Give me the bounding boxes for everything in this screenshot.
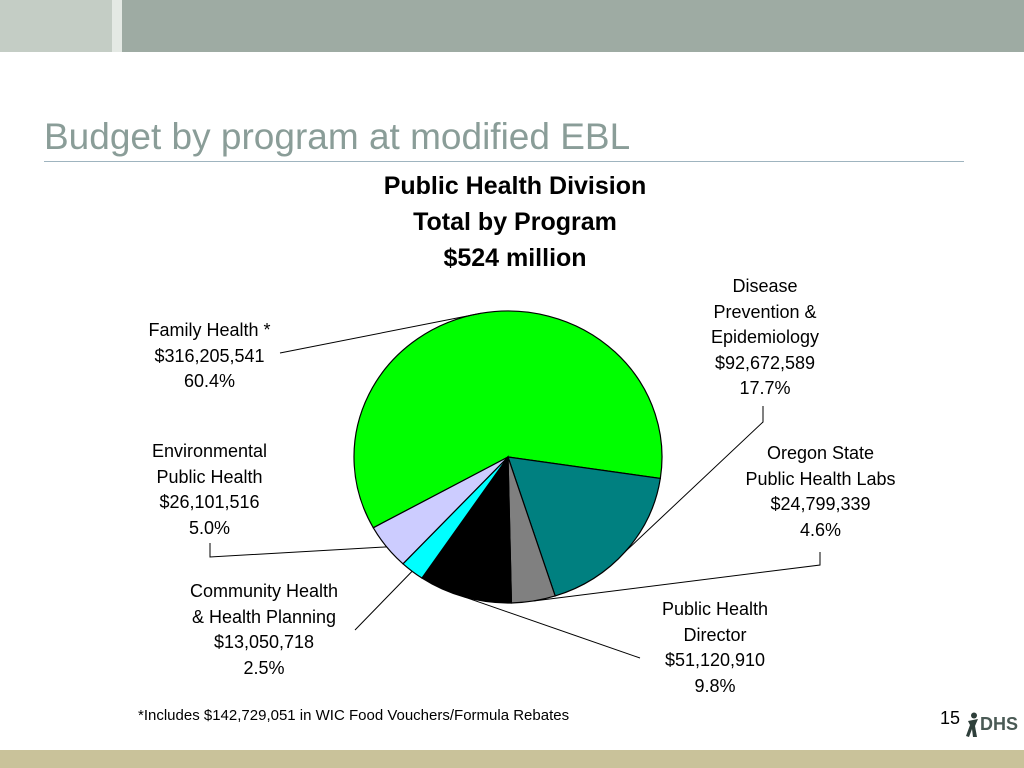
bottom-bar bbox=[0, 750, 1024, 768]
header-light-stripe bbox=[112, 0, 122, 52]
label-line: Director bbox=[683, 624, 747, 645]
label-line: 9.8% bbox=[694, 675, 736, 696]
page-number: 15 bbox=[940, 708, 961, 728]
person-logo-icon bbox=[966, 712, 980, 738]
label-line: Public Health bbox=[156, 466, 263, 487]
label-line: 4.6% bbox=[799, 519, 842, 540]
header-left-block bbox=[0, 0, 112, 52]
label-line: & Health Planning bbox=[191, 606, 337, 627]
label-line: Family Health * bbox=[148, 320, 271, 340]
title-rule bbox=[44, 161, 964, 162]
chart-title bbox=[300, 168, 730, 276]
header-band bbox=[0, 0, 1024, 52]
label-line: $26,101,516 bbox=[159, 492, 260, 512]
label-line: 17.7% bbox=[739, 378, 791, 398]
chart-title-line-2: Total by Program bbox=[413, 208, 617, 236]
label-line: $316,205,541 bbox=[154, 345, 265, 366]
label-line: Public Health bbox=[661, 599, 769, 619]
label-line: $51,120,910 bbox=[664, 650, 766, 670]
label-line: 60.4% bbox=[183, 371, 236, 391]
label-line: 5.0% bbox=[188, 517, 231, 538]
label-line: Community Health bbox=[189, 581, 339, 601]
label-line: Disease bbox=[732, 276, 798, 296]
label-line: Prevention & bbox=[713, 301, 817, 322]
footnote: *Includes $142,729,051 in WIC Food Vouchers/Formula Rebates bbox=[138, 707, 570, 724]
label-line: Oregon State bbox=[766, 443, 875, 463]
logo-text: DHS bbox=[980, 713, 1019, 734]
slide-title: Budget by program at modified EBL bbox=[44, 116, 631, 157]
chart-title-line-1: Public Health Division bbox=[383, 172, 647, 200]
label-line: $24,799,339 bbox=[770, 494, 871, 514]
dhs-logo bbox=[966, 712, 1018, 738]
label-line: Public Health Labs bbox=[745, 468, 896, 489]
label-line: Environmental bbox=[151, 441, 268, 461]
pie-chart bbox=[354, 311, 662, 603]
chart-title-line-3: $524 million bbox=[443, 244, 587, 272]
label-line: Epidemiology bbox=[710, 327, 820, 347]
label-line: $92,672,589 bbox=[714, 352, 816, 373]
label-line: 2.5% bbox=[243, 657, 285, 678]
label-line: $13,050,718 bbox=[213, 632, 315, 652]
